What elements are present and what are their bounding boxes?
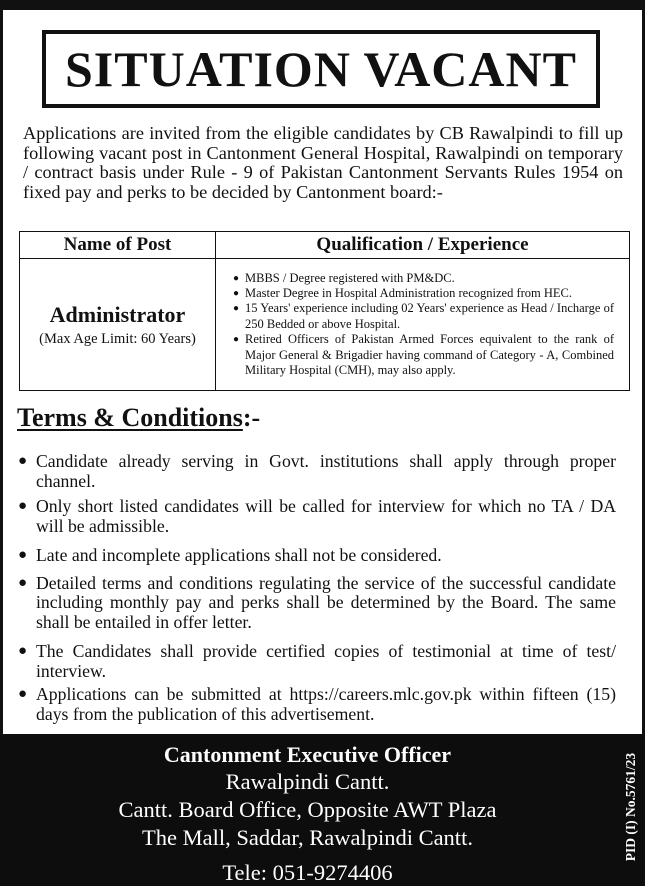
- list-item: [217, 301, 614, 332]
- post-age-limit: (Max Age Limit: 60 Years): [39, 330, 196, 347]
- terms-heading-text: Terms & Conditions: [17, 403, 243, 432]
- list-item: [217, 332, 614, 378]
- page-title: SITUATION VACANT: [65, 41, 577, 97]
- qualification-text: 15 Years' experience including 02 Years' experience as Head / Incharge of 250 Bedded or above Hospital.: [245, 301, 614, 331]
- footer-address-block: [0, 742, 645, 888]
- qualification-list: [217, 267, 628, 383]
- bullet-icon: ●: [233, 334, 240, 346]
- footer-line-office: Cantt. Board Office, Opposite AWT Plaza: [118, 797, 497, 822]
- bullet-icon: ●: [18, 686, 28, 702]
- table-header-row: [20, 232, 630, 259]
- bullet-icon: ●: [18, 574, 28, 591]
- term-text: Applications can be submitted at https://careers.mlc.gov.pk within fifteen (15) days from the publication of this advertisement.: [36, 684, 616, 724]
- list-item: [217, 286, 614, 301]
- top-band: [0, 0, 645, 10]
- table-row: [20, 259, 630, 391]
- term-text: Detailed terms and conditions regulating the service of the successful candidate including monthly pay and perks shall be determined by the Board. The same shall be entailed in offer letter.: [36, 572, 616, 632]
- bullet-icon: ●: [18, 643, 28, 659]
- term-text: The Candidates shall provide certified copies of testimonial at time of test/ interview.: [36, 641, 616, 681]
- post-name: Administrator: [49, 301, 186, 327]
- bullet-icon: ●: [18, 547, 28, 563]
- terms-list: [16, 452, 616, 724]
- officer-title: Cantonment Executive Officer: [163, 742, 452, 767]
- post-cell: [20, 259, 216, 391]
- intro-paragraph: Applications are invited from the eligible candidates by CB Rawalpindi to fill up following vacant post in Cantonment General Hospital, Rawalpindi on temporary / contract basis under Rule - 9 of Pakistan Cantonment Servants Rules 1954 on fixed pay and perks to be decided by Cantonment board:-: [23, 123, 623, 202]
- list-item: [16, 546, 616, 566]
- bullet-icon: ●: [233, 287, 240, 299]
- footer-contact: [0, 734, 645, 886]
- header-qualification: Qualification / Experience: [216, 232, 630, 259]
- term-text: Only short listed candidates will be called for interview for which no TA / DA will be admissible.: [36, 496, 616, 536]
- footer-line-address: The Mall, Saddar, Rawalpindi Cantt.: [142, 825, 473, 850]
- qualification-text: MBBS / Degree registered with PM&DC.: [245, 270, 455, 285]
- bullet-icon: ●: [233, 272, 240, 284]
- footer-telephone: Tele: 051-9274406: [222, 860, 393, 885]
- bullet-icon: ●: [18, 453, 28, 469]
- pid-number: PID (I) No.5761/23: [623, 752, 638, 862]
- bullet-icon: ●: [18, 498, 28, 514]
- post-table: [19, 231, 630, 391]
- list-item: [16, 642, 616, 681]
- list-item: [217, 271, 614, 286]
- term-text: Late and incomplete applications shall not be considered.: [36, 545, 442, 565]
- terms-heading: [17, 403, 260, 433]
- title-box: [42, 30, 600, 108]
- qualification-cell: [216, 259, 630, 391]
- term-text: Candidate already serving in Govt. institutions shall apply through proper channel.: [36, 451, 616, 491]
- list-item: [16, 497, 616, 536]
- list-item: [16, 452, 616, 491]
- list-item: [16, 574, 616, 633]
- list-item: [16, 685, 616, 724]
- header-name-of-post: Name of Post: [20, 232, 216, 259]
- footer-line-city: Rawalpindi Cantt.: [225, 769, 390, 794]
- bullet-icon: ●: [233, 303, 240, 315]
- qualification-text: Master Degree in Hospital Administration recognized from HEC.: [245, 285, 573, 300]
- terms-heading-suffix: :-: [242, 403, 261, 432]
- qualification-text: Retired Officers of Pakistan Armed Forces equivalent to the rank of Major General & Brigadier having command of Category - A, Combined Military Hospital (CMH), may also apply.: [245, 332, 614, 378]
